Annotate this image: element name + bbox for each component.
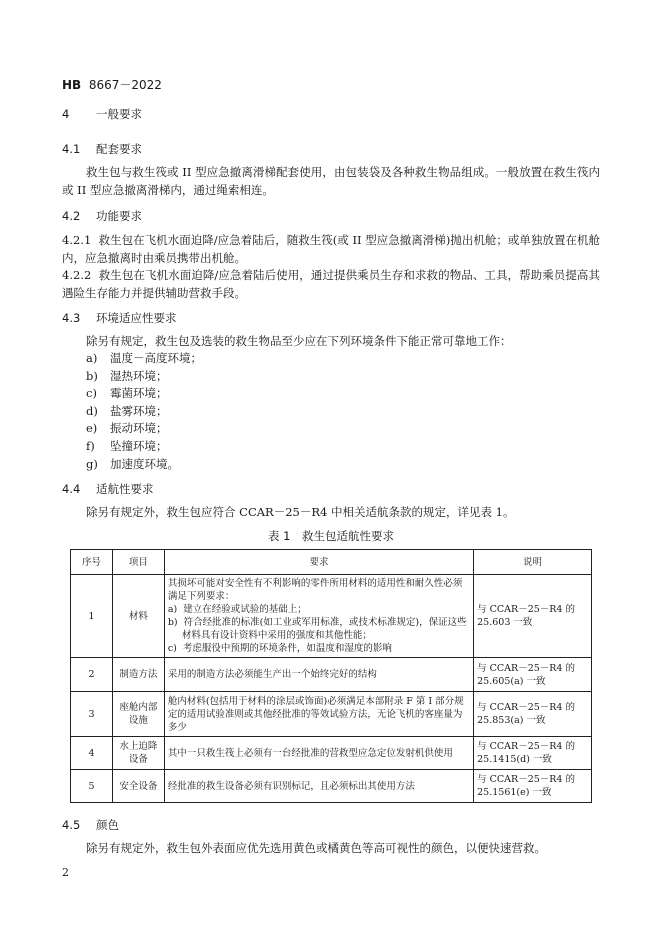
- row-requirement: 经批准的救生设备必须有识别标记，且必须标出其使用方法: [164, 770, 473, 803]
- table-header: 说明: [474, 550, 592, 575]
- environment-list: [86, 350, 202, 473]
- table-row: [71, 737, 592, 770]
- list-item: d) 盐雾环境；: [86, 403, 168, 418]
- section-4-5-body: 除另有规定外，救生包外表面应优先选用黄色或橘黄色等高可视性的颜色，以便快速营救。: [86, 841, 546, 855]
- row-item: 材料: [112, 575, 164, 658]
- list-item: e) 振动环境；: [86, 421, 168, 436]
- section-4-2-1: 4.2.1 救生包在飞机水面迫降/应急着陆后，随救生筏(或 II 型应急撤离滑梯)抛出机舱；或单独放置在机舱内，应急撤离时由乘员携带出机舱。: [62, 233, 600, 265]
- table-header-row: [71, 550, 592, 575]
- section-4-1-heading: 4.1 配套要求: [62, 142, 142, 156]
- list-item: g) 加速度环境。: [86, 456, 179, 471]
- row-note: 与 CCAR－25－R4 的 25.1415(d) 一致: [474, 737, 592, 770]
- row-item: 座舱内部设施: [112, 692, 164, 737]
- table-header: 序号: [71, 550, 113, 575]
- list-item: c) 霉菌环境；: [86, 386, 168, 401]
- row-note: 与 CCAR－25－R4 的 25.853(a) 一致: [474, 692, 592, 737]
- row-item: 制造方法: [112, 658, 164, 692]
- row-number: 5: [71, 770, 113, 803]
- section-4-3-heading: 4.3 环境适应性要求: [62, 311, 177, 325]
- row-note: 与 CCAR－25－R4 的 25.1561(e) 一致: [474, 770, 592, 803]
- airworthiness-table: [70, 549, 592, 803]
- table-row: [71, 575, 592, 658]
- section-4-heading: 4 一般要求: [62, 107, 142, 121]
- row-note: 与 CCAR－25－R4 的 25.605(a) 一致: [474, 658, 592, 692]
- table-row: [71, 770, 592, 803]
- section-4-4-heading: 4.4 适航性要求: [62, 482, 154, 496]
- row-requirement: 采用的制造方法必须能生产出一个始终完好的结构: [164, 658, 473, 692]
- table-header: 项目: [112, 550, 164, 575]
- page-number: 2: [62, 866, 69, 879]
- section-4-1-body: 救生包与救生筏或 II 型应急撤离滑梯配套使用，由包装袋及各种救生物品组成。一般放置在救生筏内或 II 型应急撤离滑梯内，通过绳索相连。: [62, 165, 600, 197]
- row-requirement: 舱内材料(包括用于材料的涂层或饰面)必须满足本部附录 F 第 I 部分规定的适用试验准则或其他经批准的等效试验方法，无论飞机的客座量为多少: [164, 692, 473, 737]
- table-caption: 表 1 救生包适航性要求: [268, 529, 394, 543]
- section-4-5-heading: 4.5 颜色: [62, 818, 119, 832]
- row-requirement: 其中一只救生筏上必须有一台经批准的营救型应急定位发射机供使用: [164, 737, 473, 770]
- list-item: a) 温度－高度环境；: [86, 351, 202, 365]
- row-requirement: 其损坏可能对安全性有不利影响的零件所用材料的适用性和耐久性必须满足下列要求： a) 建立在经验或试验的基础上； b) 符合经批准的标准(如工业或军用标准，或技术标准规定)，保证这些材料具有设计资料中采用的强度和其他性能； c) 考虑服役中预期的环境条件，如温度和湿度的影响: [164, 575, 473, 658]
- table-row: [71, 658, 592, 692]
- list-item: f) 坠撞环境；: [86, 438, 168, 453]
- row-number: 2: [71, 658, 113, 692]
- section-4-3-intro: 除另有规定，救生包及选装的救生物品至少应在下列环境条件下能正常可靠地工作：: [86, 334, 512, 348]
- table-row: [71, 692, 592, 737]
- row-note: 与 CCAR－25－R4 的 25.603 一致: [474, 575, 592, 658]
- row-number: 4: [71, 737, 113, 770]
- standard-number: HB 8667－2022: [62, 78, 162, 92]
- row-number: 3: [71, 692, 113, 737]
- row-item: 安全设备: [112, 770, 164, 803]
- section-4-2-2: 4.2.2 救生包在飞机水面迫降/应急着陆后使用，通过提供乘员生存和求救的物品、工具，帮助乘员提高其遇险生存能力并提供辅助营救手段。: [62, 268, 600, 300]
- row-item: 水上迫降设备: [112, 737, 164, 770]
- row-number: 1: [71, 575, 113, 658]
- list-item: b) 湿热环境；: [86, 368, 168, 383]
- table-header: 要求: [164, 550, 473, 575]
- section-4-4-body: 除另有规定外，救生包应符合 CCAR－25－R4 中相关适航条款的规定，详见表 1。: [86, 505, 515, 519]
- section-4-2-heading: 4.2 功能要求: [62, 209, 142, 223]
